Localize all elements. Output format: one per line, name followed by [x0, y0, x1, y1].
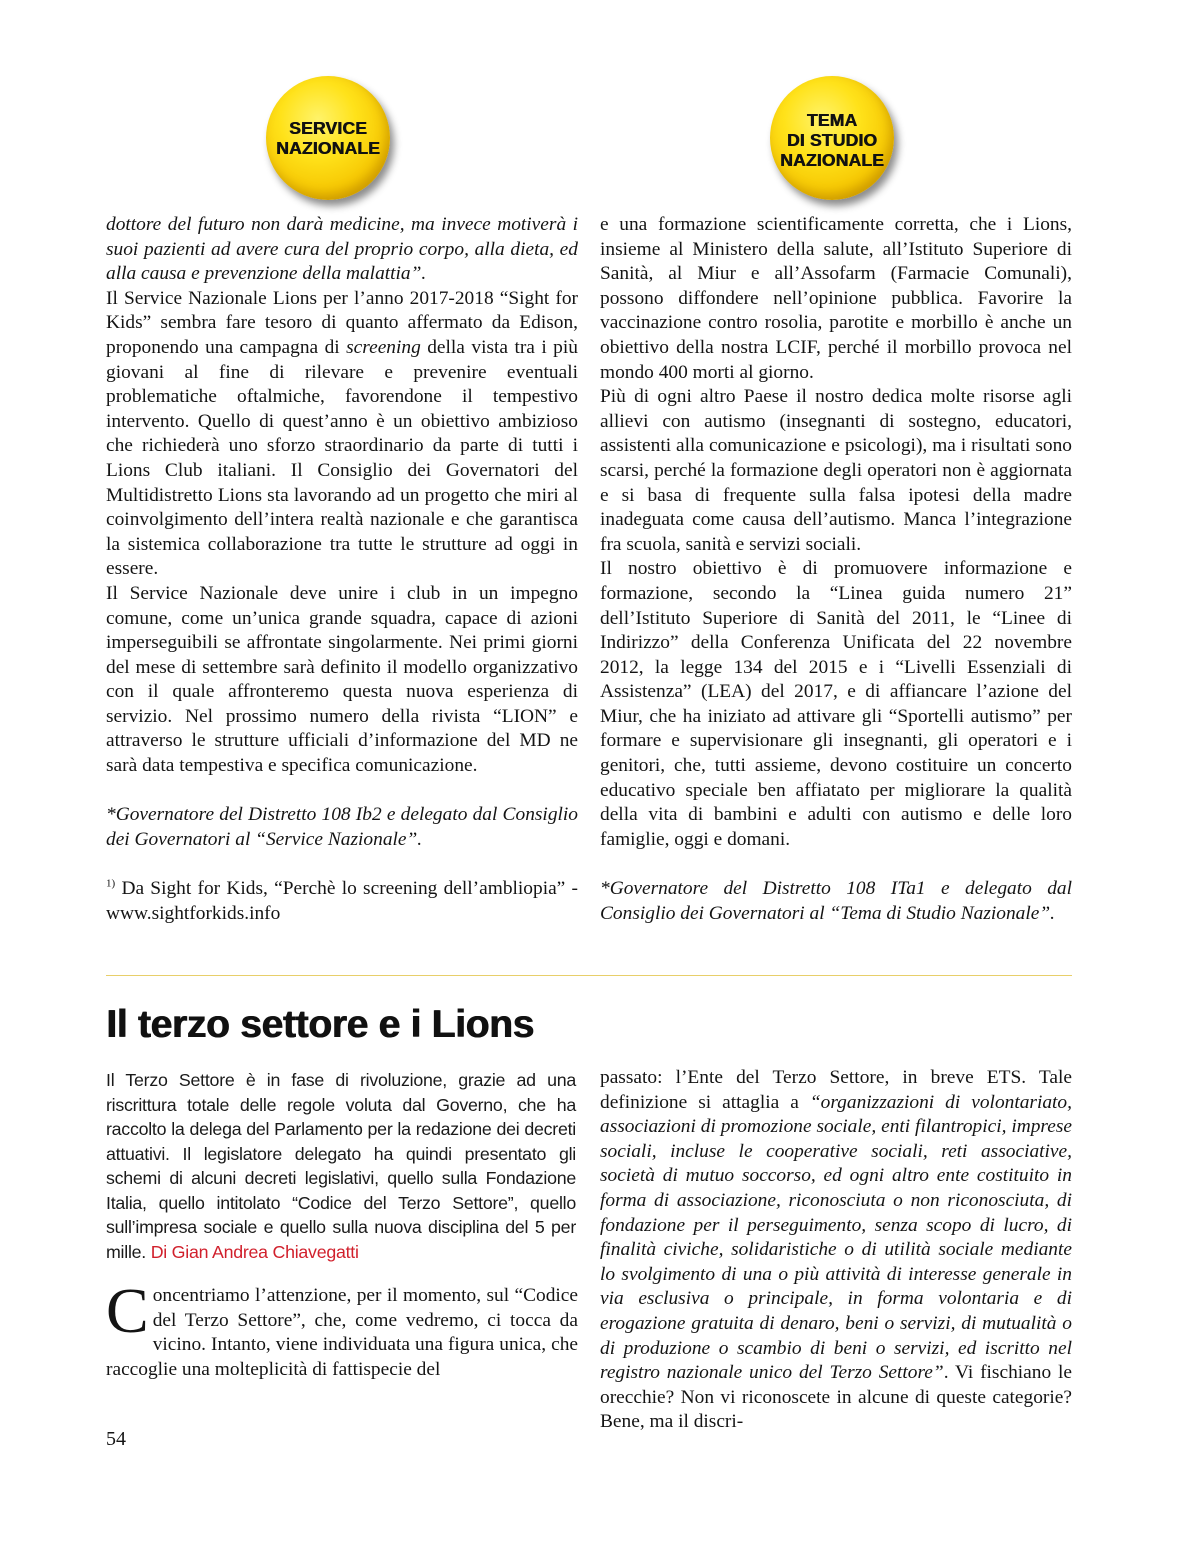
badge-label — [276, 118, 380, 158]
text-run: oncentriamo l’attenzione, per il momento, sul “Codice del Terzo Settore”, che, come vedremo, ci tocca da vicino. Intanto, viene individuata una figura unica, che raccoglie una molteplicità di fattispecie del — [106, 1285, 578, 1380]
author-note: *Governatore del Distretto 108 ITa1 e delegato dal Consiglio dei Governatori al “Tema di Studio Nazionale”. — [600, 878, 1072, 924]
badge-line: SERVICE — [289, 118, 367, 138]
footnote-marker: 1) — [106, 877, 116, 890]
spacer — [106, 779, 578, 804]
badge-label — [780, 106, 884, 170]
paragraph — [106, 1275, 578, 1382]
badge-line: NAZIONALE — [276, 138, 380, 158]
article-left-column — [106, 1275, 578, 1382]
lead-text: Il Terzo Settore è in fase di rivoluzione, grazie ad una riscrittura totale delle regole voluta dal Governo, che ha raccolto la delega del Parlamento per la redazione dei decreti attuativi. Il legislatore delegato ha quindi presentato gli schemi di alcuni decreti legislativi, quello sulla Fondazione Italia, quello intitolato “Codice del Terzo Settore”, quello sull’impresa sociale e quello sulla nuova disciplina del 5 per mille. — [106, 1070, 576, 1262]
badge-line: NAZIONALE — [780, 150, 884, 170]
footnote — [106, 877, 578, 926]
article-title: Il terzo settore e i Lions — [106, 1003, 534, 1046]
paragraph: Il Service Nazionale deve unire i club in un impegno comune, come un’unica grande squadra, capace di azioni imperseguibili se affrontate singolarmente. Nei primi giorni del mese di settembre sarà definito il modello organizzativo con il quale affronteremo questa nuova esperienza di servizio. Nel prossimo numero della rivista “LION” e attraverso le strutture ufficiali d’informazione del MD ne sarà data tempestiva e specifica comunicazione. — [106, 582, 578, 777]
section-divider — [106, 975, 1072, 976]
paragraph: Il nostro obiettivo è di promuovere informazione e formazione, secondo la “Linea guida numero 21” dell’Istituto Superiore di Sanità del 2011, le “Linee di Indirizzo” della Conferenza Unificata del 22 novembre 2012, la legge 134 del 2015 e i “Livelli Essenziali di Assistenza” (LEA) del 2017, e di affiancare l’azione del Miur, che ha iniziato ad attivare gli “Sportelli autismo” per formare e supervisionare gli insegnanti, gli operatori e i genitori, che, tutti assieme, devono costituire un concerto educativo speciale ben affiatato per migliorare la qualità della vita di bambini e adulti con autismo e delle loro famiglie, oggi e domani. — [600, 558, 1072, 850]
badge-line: DI STUDIO — [786, 130, 878, 150]
emphasis: “organizzazioni di volontariato, associazioni di promozione sociale, enti filantropici, imprese sociali, incluse le cooperative sociali, reti associative, società di mutuo soccorso, ed ogni altro ente costituito in forma di associazione, riconosciuta o non riconosciuta, di fondazione per il perseguimento, senza scopo di lucro, di finalità civiche, solidaristiche o di utilità sociale mediante lo svolgimento di una o più attività di interesse generale in via esclusiva o principale, in forma volontaria e di erogazione gratuita di denaro, beni o servizi, di mutualità o di produzione o scambio di beni o servizi, ed iscritto nel registro nazionale unico del Terzo Settore” — [600, 1091, 1072, 1384]
paragraph — [600, 1066, 1072, 1435]
text-run: . Vi fischiano le orecchie? Non vi riconoscete in alcune di queste categorie? Bene, ma il discri- — [600, 1362, 1072, 1433]
service-nazionale-badge — [266, 76, 390, 200]
paragraph: Più di ogni altro Paese il nostro dedica molte risorse agli allievi con autismo (insegnanti di sostegno, educatori, assistenti alla comunicazione e psicologi), ma i risultati sono scarsi, perché la formazione degli operatori non è aggiornata e si basa di frequente sulla falsa ipotesi della madre inadeguata come causa dell’autismo. Manca l’integrazione fra scuola, sanità e servizi sociali. — [600, 386, 1072, 555]
quote-ending: dottore del futuro non darà medicine, ma invece motiverà i suoi pazienti ad avere cura del proprio corpo, alla dieta, ed alla causa e prevenzione della malattia”. — [106, 214, 578, 285]
article-lead — [106, 1068, 576, 1264]
author-note: *Governatore del Distretto 108 Ib2 e delegato dal Consiglio dei Governatori al “Service Nazionale”. — [106, 804, 578, 850]
emphasis: screening — [346, 336, 421, 358]
drop-cap: C — [106, 1275, 149, 1346]
spacer — [600, 852, 1072, 877]
article-right-column — [600, 1066, 1072, 1435]
text-run: passato: l’Ente del Terzo Settore, in breve ETS. Tale definizione si attaglia a — [600, 1067, 1072, 1113]
author-byline: Di Gian Andrea Chiavegatti — [150, 1241, 359, 1262]
tema-di-studio-badge — [770, 76, 894, 200]
top-left-column — [106, 213, 578, 926]
paragraph — [106, 287, 578, 582]
paragraph: e una formazione scientificamente corretta, che i Lions, insieme al Ministero della salute, all’Istituto Superiore di Sanità, al Miur e all’Assofarm (Farmacie Comunali), possono diffondere nell’opinione pubblica. Favorire la vaccinazione contro rosolia, parotite e morbillo è anche un obiettivo della nostra LCIF, perché il morbillo provoca nel mondo 400 morti al giorno. — [600, 214, 1072, 383]
text-run: della vista tra i più giovani al fine di rilevare e prevenire eventuali problematiche oftalmiche, favorendone il tempestivo intervento. Quello di quest’anno è un obiettivo ambizioso che richiederà uno sforzo straordinario da parte di tutti i Lions Club italiani. Il Consiglio dei Governatori del Multidistretto Lions sta lavorando ad un progetto che miri al coinvolgimento dell’intera realtà nazionale e che garantisca la sistemica collaborazione tra tutte le strutture ad oggi in essere. — [106, 336, 578, 580]
text-run: Il Service Nazionale Lions per l’anno 2017-2018 “Sight for Kids” sembra fare tesoro di quanto affermato da Edison, proponendo una campagna di — [106, 287, 578, 358]
badge-line: TEMA — [806, 110, 858, 130]
page-number: 54 — [106, 1428, 126, 1450]
top-right-column — [600, 213, 1072, 926]
footnote-text: Da Sight for Kids, “Perchè lo screening dell’ambliopia” - www.sightforkids.info — [106, 878, 578, 924]
spacer — [106, 852, 578, 877]
